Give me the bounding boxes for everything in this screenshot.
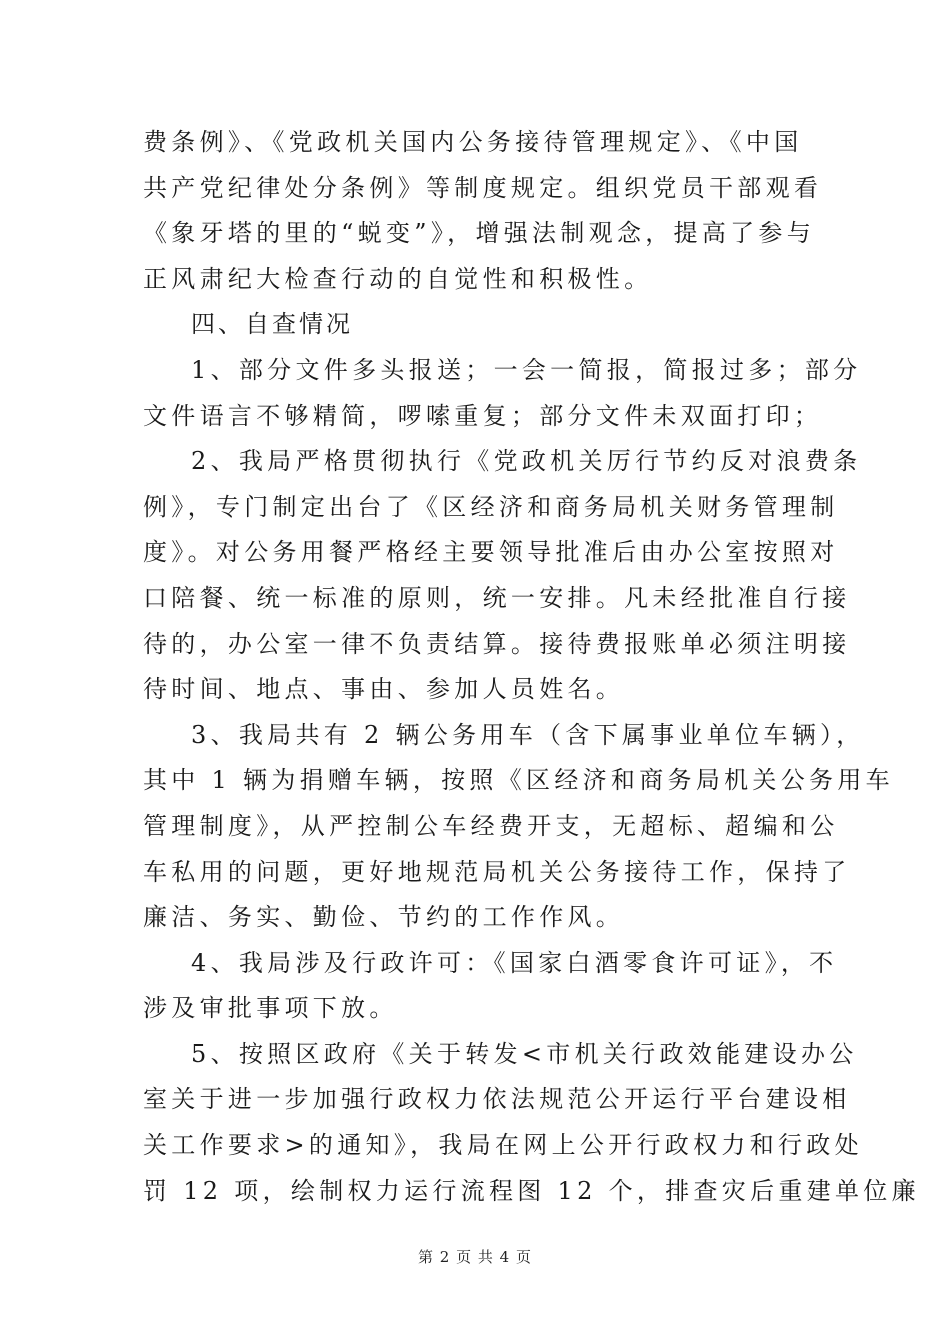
text-line: 待的，办公室一律不负责结算。接待费报账单必须注明接: [143, 629, 851, 658]
text-line: 正风肃纪大检查行动的自觉性和积极性。: [143, 264, 653, 293]
section-heading: 四、自查情况: [191, 310, 353, 339]
text-line: 费条例》、《党政机关国内公务接待管理规定》、《中国: [143, 128, 803, 156]
text-line: 例》，专门制定出台了《区经济和商务局机关财务管理制: [143, 492, 839, 521]
text-line: 罚 12 项，绘制权力运行流程图 12 个，排查灾后重建单位廉: [143, 1176, 920, 1205]
text-line: 度》。对公务用餐严格经主要领导批准后由办公室按照对: [143, 538, 839, 567]
text-line: 待时间、地点、事由、参加人员姓名。: [143, 675, 625, 704]
text-line: 5、按照区政府《关于转发<市机关行政效能建设办公: [191, 1039, 858, 1068]
text-line: 文件语言不够精简，啰嗦重复；部分文件未双面打印；: [143, 401, 823, 430]
text-line: 共产党纪律处分条例》等制度规定。组织党员干部观看: [143, 173, 823, 202]
text-line: 3、我局共有 2 辆公务用车（含下属事业单位车辆），: [191, 720, 865, 749]
text-line: 其中 1 辆为捐赠车辆，按照《区经济和商务局机关公务用车: [143, 766, 894, 795]
text-line: 关工作要求>的通知》，我局在网上公开行政权力和行政处: [143, 1131, 863, 1160]
text-line: 室关于进一步加强行政权力依法规范公开运行平台建设相: [143, 1085, 851, 1114]
text-line: 管理制度》，从严控制公车经费开支，无超标、超编和公: [143, 811, 839, 840]
text-line: 涉及审批事项下放。: [143, 994, 398, 1023]
document-body: [143, 120, 920, 1214]
text-line: 口陪餐、统一标准的原则，统一安排。凡未经批准自行接: [143, 583, 851, 612]
text-line: 1、部分文件多头报送；一会一简报，简报过多；部分: [191, 355, 862, 384]
text-line: 车私用的问题，更好地规范局机关公务接待工作，保持了: [143, 857, 851, 886]
text-line: 廉洁、务实、勤俭、节约的工作作风。: [143, 903, 625, 932]
text-line: 《象牙塔的里的“蜕变”》，增强法制观念，提高了参与: [143, 219, 816, 248]
page-number-footer: 第 2 页 共 4 页: [418, 1248, 532, 1266]
text-line: 4、我局涉及行政许可：《国家白酒零食许可证》，不: [191, 948, 838, 977]
text-line: 2、我局严格贯彻执行《党政机关厉行节约反对浪费条: [191, 447, 862, 476]
